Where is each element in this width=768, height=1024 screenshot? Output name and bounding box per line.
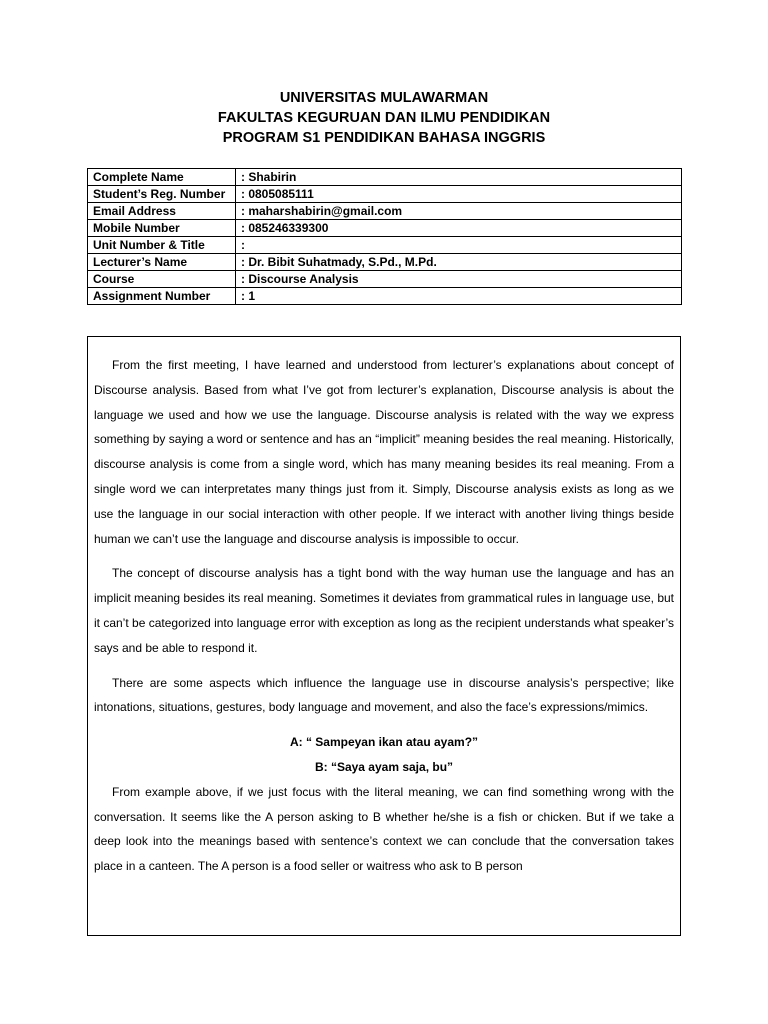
student-info-table — [87, 168, 682, 305]
dialog-line-a: A: “ Sampeyan ikan atau ayam?” — [289, 735, 479, 750]
paragraph-1: From the first meeting, I have learned and understood from lecturer’s explanations about concept of Discourse analysis. Based from what I’ve got from lecturer’s explanation, Discourse analysis is about the language we used and how we use the language. Discourse analysis is related with the way we express something by saying a word or sentence and has an “implicit” meaning besides the real meaning. Historically, discourse analysis is come from a single word, which has many meaning besides its real meaning. From a single word we can interpretates many things just from it. Simply, Discourse analysis exists as long as we use the language in our social interaction with other people. If we interact with another living things beside human we can’t use the language and discourse analysis is impossible to occur. — [94, 358, 674, 546]
table-row — [88, 169, 682, 186]
dialog-line-b: B: “Saya ayam saja, bu” — [314, 759, 454, 774]
info-value: : 085246339300 — [236, 220, 682, 237]
info-label: Email Address — [88, 203, 236, 220]
info-value: : maharshabirin@gmail.com — [236, 203, 682, 220]
info-label: Lecturer’s Name — [88, 254, 236, 271]
info-label: Mobile Number — [88, 220, 236, 237]
info-label: Assignment Number — [88, 288, 236, 305]
table-row — [88, 254, 682, 271]
table-row — [88, 186, 682, 203]
table-row — [88, 271, 682, 288]
info-value: : Dr. Bibit Suhatmady, S.Pd., M.Pd. — [236, 254, 682, 271]
info-value: : Shabirin — [236, 169, 682, 186]
info-label: Student’s Reg. Number — [88, 186, 236, 203]
info-value: : 0805085111 — [236, 186, 682, 203]
info-value: : — [236, 237, 682, 254]
table-row — [88, 203, 682, 220]
paragraph-2: The concept of discourse analysis has a tight bond with the way human use the language and has an implicit meaning besides its real meaning. Sometimes it deviates from grammatical rules in language use, but it can’t be categorized into language error with exception as long as the recipient understands what speaker’s says and be able to respond it. — [94, 566, 674, 655]
paragraph-4: From example above, if we just focus with the literal meaning, we can find something wrong with the conversation. It seems like the A person asking to B whether he/she is a fish or chicken. But if we take a deep look into the meanings based with sentence’s context we can conclude that the conversation takes place in a canteen. The A person is a food seller or waitress who ask to B person — [94, 784, 674, 874]
info-value: : Discourse Analysis — [236, 271, 682, 288]
table-row — [88, 288, 682, 305]
info-label: Course — [88, 271, 236, 288]
info-value: : 1 — [236, 288, 682, 305]
program-name: PROGRAM S1 PENDIDIKAN BAHASA INGGRIS — [222, 130, 546, 146]
essay-body — [87, 336, 681, 936]
table-row — [88, 220, 682, 237]
info-label: Complete Name — [88, 169, 236, 186]
university-name: UNIVERSITAS MULAWARMAN — [279, 90, 489, 106]
table-row — [88, 237, 682, 254]
info-label: Unit Number & Title — [88, 237, 236, 254]
faculty-name: FAKULTAS KEGURUAN DAN ILMU PENDIDIKAN — [217, 110, 551, 126]
document-header — [0, 88, 768, 148]
paragraph-3: There are some aspects which influence the language use in discourse analysis’s perspective; like intonations, situations, gestures, body language and movement, and also the face’s expressions/mimics. — [94, 675, 674, 715]
